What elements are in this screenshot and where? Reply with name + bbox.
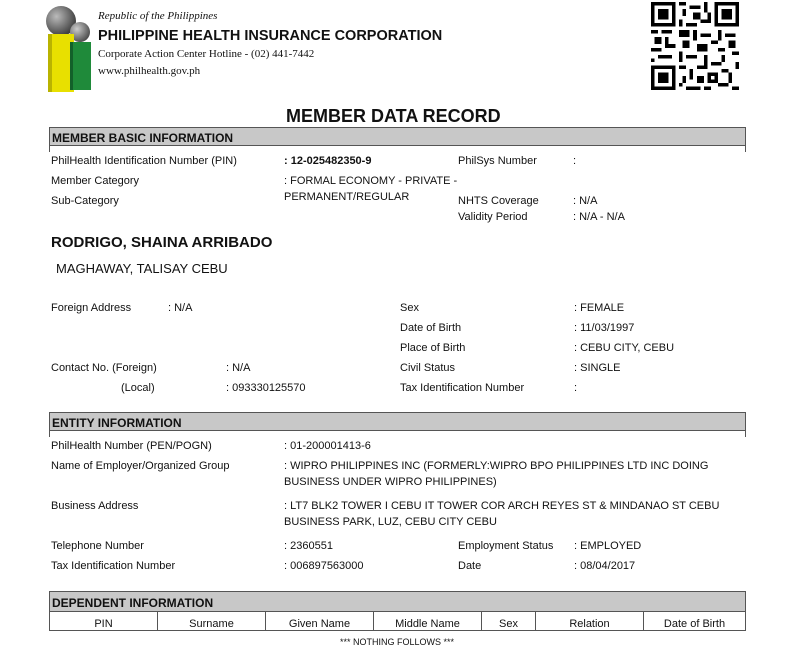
pob-label: Place of Birth (400, 342, 466, 354)
section-title-entity: ENTITY INFORMATION (52, 416, 182, 430)
hotline-text: Corporate Action Center Hotline - (02) 441-7442 (98, 48, 315, 60)
pin-value: : 12-025482350-9 (284, 155, 372, 167)
validity-value: : N/A - N/A (573, 211, 625, 223)
philsys-value: : (573, 155, 577, 167)
pob-value: : CEBU CITY, CEBU (574, 342, 675, 354)
website-text: www.philhealth.gov.ph (98, 65, 201, 77)
document-title: MEMBER DATA RECORD (286, 106, 501, 126)
philhealth-logo (44, 4, 96, 94)
telephone-value: : 2360551 (284, 540, 333, 552)
category-value-2: PERMANENT/REGULAR (284, 191, 410, 203)
col-header-sex: Sex (482, 612, 536, 631)
section-header-dependents (49, 591, 746, 612)
section-title-dependents: DEPENDENT INFORMATION (52, 596, 214, 610)
contact-foreign-label: Contact No. (Foreign) (51, 362, 157, 374)
tin-value: : (574, 382, 578, 394)
sex-label: Sex (400, 302, 419, 314)
pen-value: : 01-200001413-6 (284, 440, 371, 452)
tin-label: Tax Identification Number (400, 382, 525, 394)
dependents-table (49, 612, 746, 631)
nhts-label: NHTS Coverage (458, 195, 539, 207)
business-address-label: Business Address (51, 500, 139, 512)
entity-date-value: : 08/04/2017 (574, 560, 636, 572)
contact-local-value: : 093330125570 (226, 382, 306, 394)
col-header-relation: Relation (536, 612, 644, 631)
org-name: PHILIPPINE HEALTH INSURANCE CORPORATION (98, 28, 443, 44)
category-label: Member Category (51, 175, 140, 187)
civil-status-label: Civil Status (400, 362, 456, 374)
section-body-entity (49, 431, 746, 437)
col-header-dob: Date of Birth (644, 612, 746, 631)
dependents-header-row (50, 612, 746, 631)
member-address: MAGHAWAY, TALISAY CEBU (56, 261, 228, 276)
foreign-address-label: Foreign Address (51, 302, 132, 314)
business-address-value-1: : LT7 BLK2 TOWER I CEBU IT TOWER COR ARCH REYES ST & MINDANAO ST CEBU (284, 500, 720, 512)
sex-value: : FEMALE (574, 302, 625, 314)
contact-foreign-value: : N/A (226, 362, 251, 374)
section-title-basic: MEMBER BASIC INFORMATION (52, 131, 234, 145)
entity-tin-label: Tax Identification Number (51, 560, 176, 572)
employer-label: Name of Employer/Organized Group (51, 460, 230, 472)
member-name: RODRIGO, SHAINA ARRIBADO (51, 234, 273, 251)
dob-value: : 11/03/1997 (574, 322, 635, 334)
contact-local-label: (Local) (121, 382, 155, 394)
subcategory-label: Sub-Category (51, 195, 119, 207)
civil-status-value: : SINGLE (574, 362, 621, 374)
employment-status-label: Employment Status (458, 540, 554, 552)
entity-date-label: Date (458, 560, 482, 572)
nhts-value: : N/A (573, 195, 598, 207)
qr-code (651, 2, 739, 90)
col-header-middle-name: Middle Name (374, 612, 482, 631)
section-body-basic (49, 146, 746, 152)
category-value-1: : FORMAL ECONOMY - PRIVATE - (284, 175, 458, 187)
section-header-entity (49, 412, 746, 431)
entity-tin-value: : 006897563000 (284, 560, 364, 572)
section-header-basic (49, 127, 746, 146)
employer-value-2: BUSINESS UNDER WIPRO PHILIPPINES) (284, 476, 497, 488)
nothing-follows-text: *** NOTHING FOLLOWS *** (340, 637, 455, 647)
foreign-address-value: : N/A (168, 302, 193, 314)
business-address-value-2: BUSINESS PARK, LUZ, CEBU CITY CEBU (284, 516, 497, 528)
dob-label: Date of Birth (400, 322, 462, 334)
republic-text: Republic of the Philippines (98, 10, 218, 22)
pen-label: PhilHealth Number (PEN/POGN) (51, 440, 212, 452)
philsys-label: PhilSys Number (458, 155, 537, 167)
employer-value-1: : WIPRO PHILIPPINES INC (FORMERLY:WIPRO BPO PHILIPPINES LTD INC DOING (284, 460, 709, 472)
employment-status-value: : EMPLOYED (574, 540, 642, 552)
col-header-pin: PIN (50, 612, 158, 631)
telephone-label: Telephone Number (51, 540, 144, 552)
validity-label: Validity Period (458, 211, 528, 223)
pin-label: PhilHealth Identification Number (PIN) (51, 155, 237, 167)
col-header-surname: Surname (158, 612, 266, 631)
col-header-given-name: Given Name (266, 612, 374, 631)
